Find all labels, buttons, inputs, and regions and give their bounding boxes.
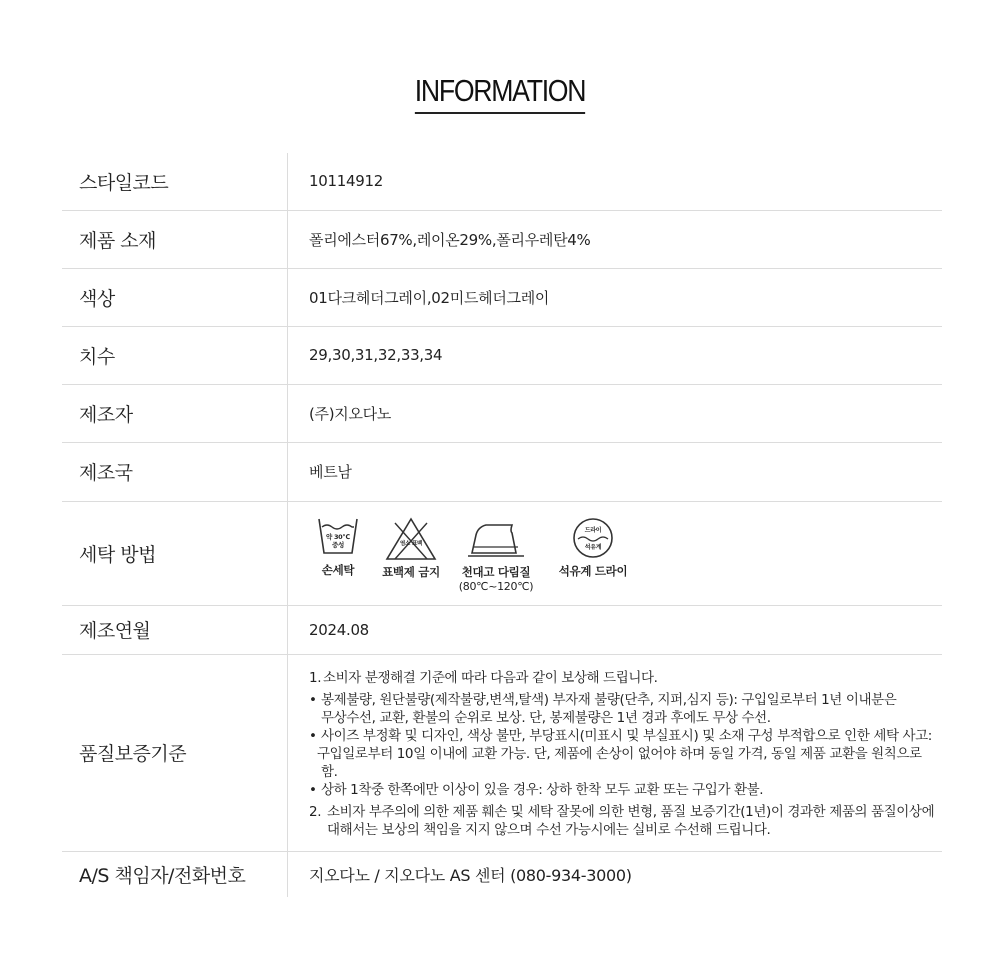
quality-bullet-1-line-1: 봉제불량, 원단불량(제작불량,변색,탈색) 부자재 불량(단추, 지퍼,심지 등): 구입일로부터 1년 이내분은 bbox=[321, 691, 897, 708]
iron-icon bbox=[466, 517, 526, 559]
row-color bbox=[62, 268, 942, 326]
washing-label: 세탁 방법 bbox=[62, 501, 288, 605]
quality-item-1-text: 소비자 분쟁해결 기준에 따라 다음과 같이 보상해 드립니다. bbox=[323, 669, 658, 686]
hand-wash-caption: 손세탁 bbox=[321, 562, 355, 577]
dry-clean-icon bbox=[571, 517, 615, 559]
iron-caption-text: 천대고 다림질 bbox=[461, 564, 531, 579]
no-bleach-item bbox=[373, 517, 449, 594]
color-label: 색상 bbox=[62, 268, 288, 326]
country-value: 베트남 bbox=[288, 442, 943, 501]
quality-item-2-line-2: 대해서는 보상의 책임을 지지 않으며 수선 가능시에는 실비로 수선해 드립니다. bbox=[327, 821, 771, 838]
color-value: 01다크헤더그레이,02미드헤더그레이 bbox=[288, 268, 943, 326]
quality-bullet-3: • 상하 1착중 한쪽에만 이상이 있을 경우: 상하 한착 모두 교환 또는 구입가 환불. bbox=[309, 781, 764, 798]
dry-clean-item bbox=[551, 517, 635, 594]
country-label: 제조국 bbox=[62, 442, 288, 501]
quality-bullet-2-line-2: 구입일로부터 10일 이내에 교환 가능. 단, 제품에 손상이 없어야 하며 동일 가격, 동일 제품 교환을 원칙으로 함. bbox=[317, 745, 922, 780]
quality-bullet-1: • 봉제불량, 원단불량(제작불량,변색,탈색) 부자재 불량(단추, 지퍼,심지 등): 구입일로부터 1년 이내분은 무상수선, 교환, 환불의 순위로 보상. 단, 봉제불량은 1년 경과 후에도 무상 수선. bbox=[309, 691, 897, 726]
quality-bullet-1-line-2: 무상수선, 교환, 환불의 순위로 보상. 단, 봉제불량은 1년 경과 후에도 무상 수선. bbox=[321, 709, 771, 726]
hand-wash-icon bbox=[316, 517, 360, 557]
hand-wash-inner-2: 중성 bbox=[332, 540, 344, 549]
date-label: 제조연월 bbox=[62, 605, 288, 654]
row-country bbox=[62, 442, 942, 501]
no-bleach-inner-1: 염소 bbox=[399, 540, 411, 547]
style-code-value: 10114912 bbox=[288, 153, 943, 210]
dry-clean-inner-2: 석유계 bbox=[584, 543, 602, 551]
quality-label: 품질보증기준 bbox=[62, 654, 288, 851]
washing-icons bbox=[309, 513, 942, 594]
page-title bbox=[70, 73, 930, 114]
row-as bbox=[62, 851, 942, 897]
quality-item-2: 2. 소비자 부주의에 의한 제품 훼손 및 세탁 잘못에 의한 변형, 품질 보증기간(1년)이 경과한 제품의 품질이상에 대해서는 보상의 책임을 지지 않으며 수선 가능시에는 실비로 수선해 드립니다. bbox=[309, 803, 935, 838]
quality-bullet-2-line-1: 사이즈 부정확 및 디자인, 색상 불만, 부당표시(미표시 및 부실표시) 및 소재 구성 부적합으로 인한 세탁 사고: bbox=[321, 727, 932, 744]
no-bleach-icon bbox=[385, 517, 437, 561]
size-value: 29,30,31,32,33,34 bbox=[288, 326, 943, 384]
size-label: 치수 bbox=[62, 326, 288, 384]
iron-temp-range: (80℃~120℃) bbox=[458, 579, 534, 593]
no-bleach-caption: 표백제 금지 bbox=[382, 564, 440, 579]
material-label: 제품 소재 bbox=[62, 210, 288, 268]
quality-bullet-2: • 사이즈 부정확 및 디자인, 색상 불만, 부당표시(미표시 및 부실표시) 및 소재 구성 부적합으로 인한 세탁 사고: 구입일로부터 10일 이내에 교환 가능. 단, 제품에 손상이 없어야 하며 동일 가격, 동일 제품 교환을 원칙으로 함. bbox=[309, 727, 932, 780]
material-value: 폴리에스터67%,레이온29%,폴리우레탄4% bbox=[288, 210, 943, 268]
as-label: A/S 책임자/전화번호 bbox=[79, 864, 246, 887]
hand-wash-inner-1: 약 30℃ bbox=[326, 532, 350, 541]
style-code-label: 스타일코드 bbox=[62, 153, 288, 210]
hand-wash-item bbox=[301, 517, 375, 594]
iron-caption bbox=[459, 565, 534, 594]
quality-item-2-line-1: 소비자 부주의에 의한 제품 훼손 및 세탁 잘못에 의한 변형, 품질 보증기간(1년)이 경과한 제품의 품질이상에 bbox=[327, 803, 935, 820]
iron-item bbox=[451, 517, 541, 594]
row-style-code bbox=[62, 153, 942, 210]
date-value: 2024.08 bbox=[288, 605, 943, 654]
row-date bbox=[62, 605, 942, 654]
dry-clean-caption: 석유계 드라이 bbox=[558, 563, 628, 578]
row-washing bbox=[62, 501, 942, 605]
dry-clean-inner-1: 드라이 bbox=[584, 526, 602, 534]
quality-item-1: 1. 소비자 분쟁해결 기준에 따라 다음과 같이 보상해 드립니다. bbox=[309, 669, 658, 686]
row-quality bbox=[62, 654, 942, 851]
no-bleach-inner-2: 표백 bbox=[411, 540, 423, 547]
washing-value bbox=[288, 501, 943, 605]
title-text: INFORMATION bbox=[415, 73, 585, 114]
as-value: 지오다노 / 지오다노 AS 센터 (080-934-3000) bbox=[288, 851, 943, 897]
info-table bbox=[62, 153, 942, 897]
quality-text bbox=[309, 655, 942, 851]
row-material bbox=[62, 210, 942, 268]
row-size bbox=[62, 326, 942, 384]
maker-label: 제조자 bbox=[62, 384, 288, 442]
quality-value bbox=[288, 654, 943, 851]
maker-value: (주)지오다노 bbox=[288, 384, 943, 442]
quality-bullet-3-text: 상하 1착중 한쪽에만 이상이 있을 경우: 상하 한착 모두 교환 또는 구입가 환불. bbox=[321, 781, 764, 798]
row-maker bbox=[62, 384, 942, 442]
